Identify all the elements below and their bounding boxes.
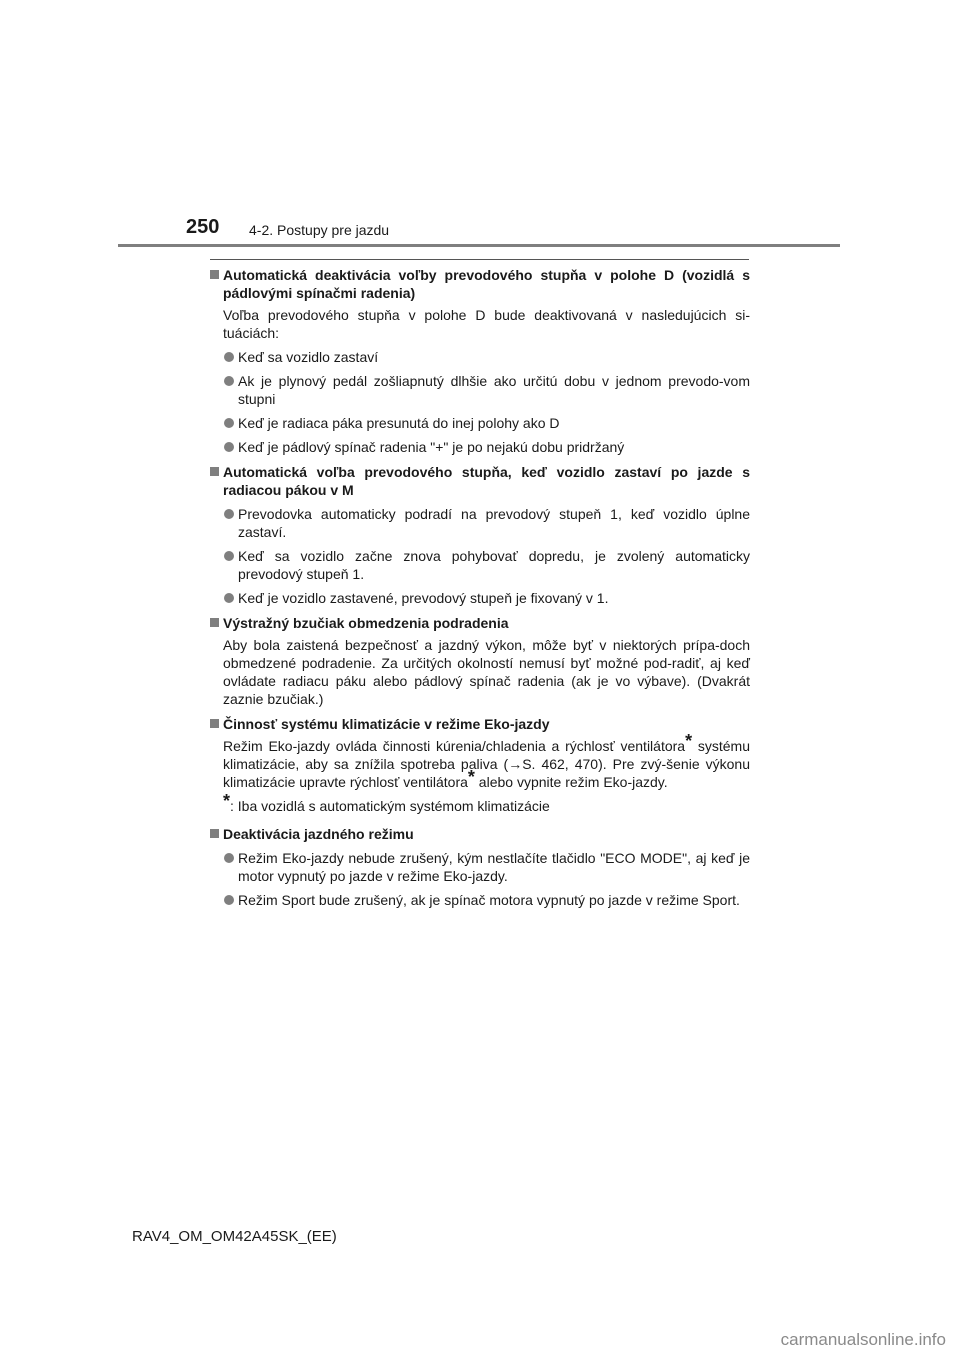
footnote: *: Iba vozidlá s automatickým systémom klimatizácie [223, 791, 550, 814]
section-eco-climate [210, 715, 750, 815]
section-heading: Činnosť systému klimatizácie v režime Eko-jazdy [210, 715, 750, 733]
round-bullet-icon [224, 593, 234, 603]
section-downshift-buzzer [210, 614, 750, 708]
list-item: Prevodovka automaticky podradí na prevodový stupeň 1, keď vozidlo úplne zastaví. [210, 505, 750, 541]
list-item: Keď je radiaca páka presunutá do inej polohy ako D [210, 414, 750, 432]
section-heading: Automatická voľba prevodového stupňa, keď vozidlo zastaví po jazde s radiacou pákou v M [210, 463, 750, 499]
document-code: RAV4_OM_OM42A45SK_(EE) [132, 1228, 337, 1245]
section-paragraph: Režim Eko-jazdy ovláda činnosti kúrenia/chladenia a rýchlosť ventilátora* systému klimatizácie, aby sa znížila spotreba paliva (→S. 462, 470). Pre zvý-šenie výkonu klimatizácie upravte rýchlosť ventilátora* alebo vypnite režim Eko-jazdy. [223, 731, 751, 790]
list-item: Keď je vozidlo zastavené, prevodový stupeň je fixovaný v 1. [210, 589, 750, 607]
section-auto-gear-selection [210, 463, 750, 607]
page-content [210, 266, 750, 916]
list-item: Keď sa vozidlo zastaví [210, 348, 750, 366]
round-bullet-icon [224, 551, 234, 561]
round-bullet-icon [224, 895, 234, 905]
watermark: carmanualsonline.info [780, 1330, 946, 1349]
asterisk-marker: * [223, 791, 231, 811]
square-bullet-icon [210, 719, 219, 728]
round-bullet-icon [224, 352, 234, 362]
round-bullet-icon [224, 376, 234, 386]
asterisk-marker: * [467, 767, 475, 787]
square-bullet-icon [210, 467, 219, 476]
list-item: Režim Sport bude zrušený, ak je spínač motora vypnutý po jazde v režime Sport. [210, 891, 750, 909]
arrow-right-icon: → [508, 756, 523, 772]
round-bullet-icon [224, 442, 234, 452]
round-bullet-icon [224, 418, 234, 428]
section-drive-mode-deactivation [210, 825, 750, 909]
list-item: Keď sa vozidlo začne znova pohybovať dopredu, je zvolený automaticky prevodový stupeň 1. [210, 547, 750, 583]
square-bullet-icon [210, 829, 219, 838]
list-item: Režim Eko-jazdy nebude zrušený, kým nestlačíte tlačidlo "ECO MODE", aj keď je motor vypnutý po jazde v režime Eko-jazdy. [210, 849, 750, 885]
section-paragraph: Aby bola zaistená bezpečnosť a jazdný výkon, môže byť v niektorých prípa-doch obmedzené podradenie. Za určitých okolností nemusí byť možné pod-radiť, aj keď ovládate radiacu páku alebo pádlový spínač radenia (ak je vo výbave). (Dvakrát zaznie bzučiak.) [223, 637, 750, 707]
section-heading: Výstražný bzučiak obmedzenia podradenia [210, 614, 750, 632]
section-heading: Deaktivácia jazdného režimu [210, 825, 750, 843]
list-item: Ak je plynový pedál zošliapnutý dlhšie ako určitú dobu v jednom prevodo-vom stupni [210, 372, 750, 408]
section-paragraph: Voľba prevodového stupňa v polohe D bude deaktivovaná v nasledujúcich si-tuáciách: [223, 307, 750, 341]
square-bullet-icon [210, 270, 219, 279]
section-rule [210, 259, 749, 260]
list-item: Keď je pádlový spínač radenia "+" je po nejakú dobu pridržaný [210, 438, 750, 456]
square-bullet-icon [210, 618, 219, 627]
page-number: 250 [186, 216, 220, 238]
round-bullet-icon [224, 509, 234, 519]
section-auto-deactivation [210, 266, 750, 456]
header-rule [118, 244, 840, 247]
chapter-title: 4-2. Postupy pre jazdu [249, 222, 390, 238]
round-bullet-icon [224, 853, 234, 863]
section-heading: Automatická deaktivácia voľby prevodového stupňa v polohe D (vozidlá s pádlovými spínačmi radenia) [210, 266, 750, 302]
asterisk-marker: * [685, 731, 693, 751]
